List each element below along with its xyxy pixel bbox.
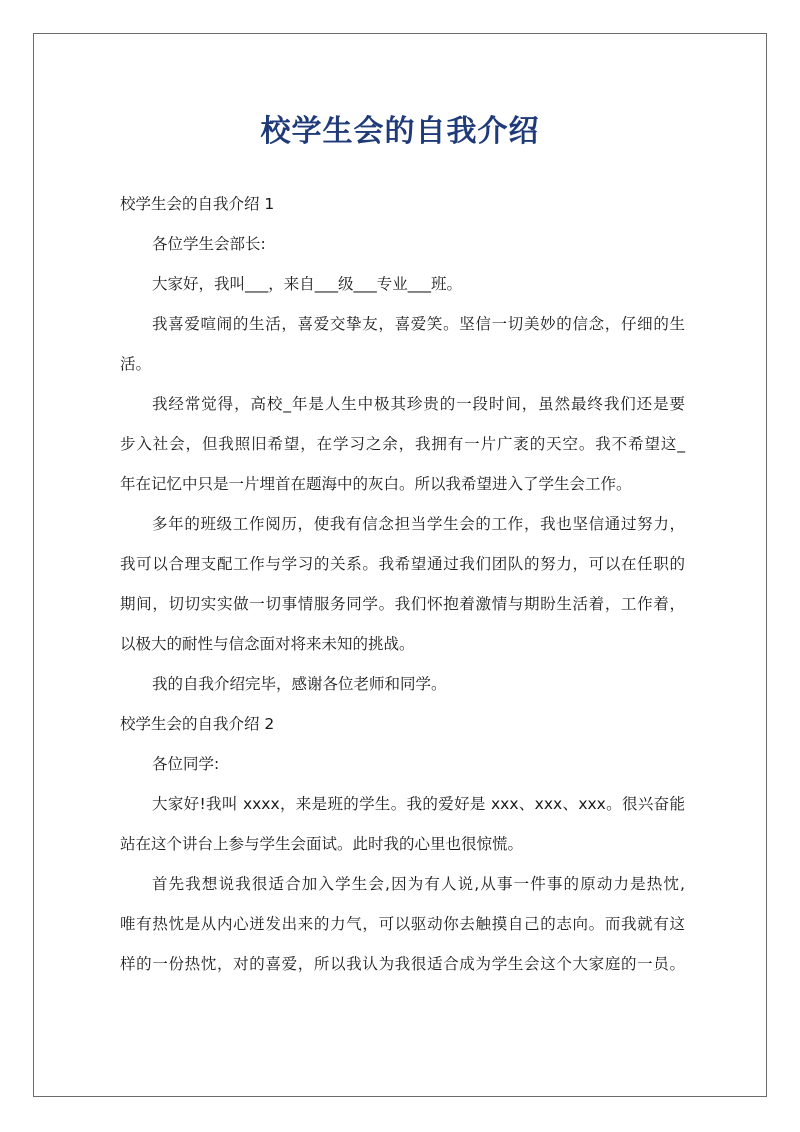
paragraph-line: 我的自我介绍完毕，感谢各位老师和同学。 xyxy=(152,675,447,693)
paragraph-line: 活。 xyxy=(120,355,152,373)
paragraph-line: 我可以合理支配工作与学习的关系。我希望通过我们团队的努力，可以在任职的 xyxy=(120,555,685,573)
paragraph-line: 以极大的耐性与信念面对将来未知的挑战。 xyxy=(120,635,415,653)
paragraph-line: 我经常觉得，高校_年是人生中极其珍贵的一段时间，虽然最终我们还是要 xyxy=(152,395,685,413)
paragraph-line: 首先我想说我很适合加入学生会,因为有人说,从事一件事的原动力是热忱, xyxy=(152,875,685,893)
paragraph-line: 大家好，我叫___，来自___级___专业___班。 xyxy=(152,275,463,293)
paragraph-line: 多年的班级工作阅历，使我有信念担当学生会的工作，我也坚信通过努力， xyxy=(152,515,685,533)
paragraph-line: 样的一份热忱，对的喜爱，所以我认为我很适合成为学生会这个大家庭的一员。 xyxy=(120,955,685,973)
paragraph-line: 各位学生会部长: xyxy=(152,235,266,253)
section-heading: 校学生会的自我介绍 2 xyxy=(120,715,275,733)
paragraph-line: 大家好!我叫 xxxx，来是班的学生。我的爱好是 xxx、xxx、xxx。很兴奋能 xyxy=(152,795,685,813)
paragraph-line: 唯有热忱是从内心迸发出来的力气，可以驱动你去触摸自己的志向。而我就有这 xyxy=(120,915,685,933)
paragraph-line: 我喜爱喧闹的生活，喜爱交挚友，喜爱笑。坚信一切美妙的信念，仔细的生 xyxy=(152,315,685,333)
paragraph-line: 期间，切切实实做一切事情服务同学。我们怀抱着激情与期盼生活着，工作着， xyxy=(120,595,685,613)
paragraph-line: 站在这个讲台上参与学生会面试。此时我的心里也很惊慌。 xyxy=(120,835,524,853)
paragraph-line: 步入社会，但我照旧希望，在学习之余，我拥有一片广袤的天空。我不希望这_ xyxy=(120,435,685,453)
section-heading: 校学生会的自我介绍 1 xyxy=(120,195,275,213)
document-title: 校学生会的自我介绍 xyxy=(260,114,540,149)
document-body xyxy=(120,186,685,986)
paragraph-line: 年在记忆中只是一片埋首在题海中的灰白。所以我希望进入了学生会工作。 xyxy=(120,475,632,493)
paragraph-line: 各位同学: xyxy=(152,755,220,773)
